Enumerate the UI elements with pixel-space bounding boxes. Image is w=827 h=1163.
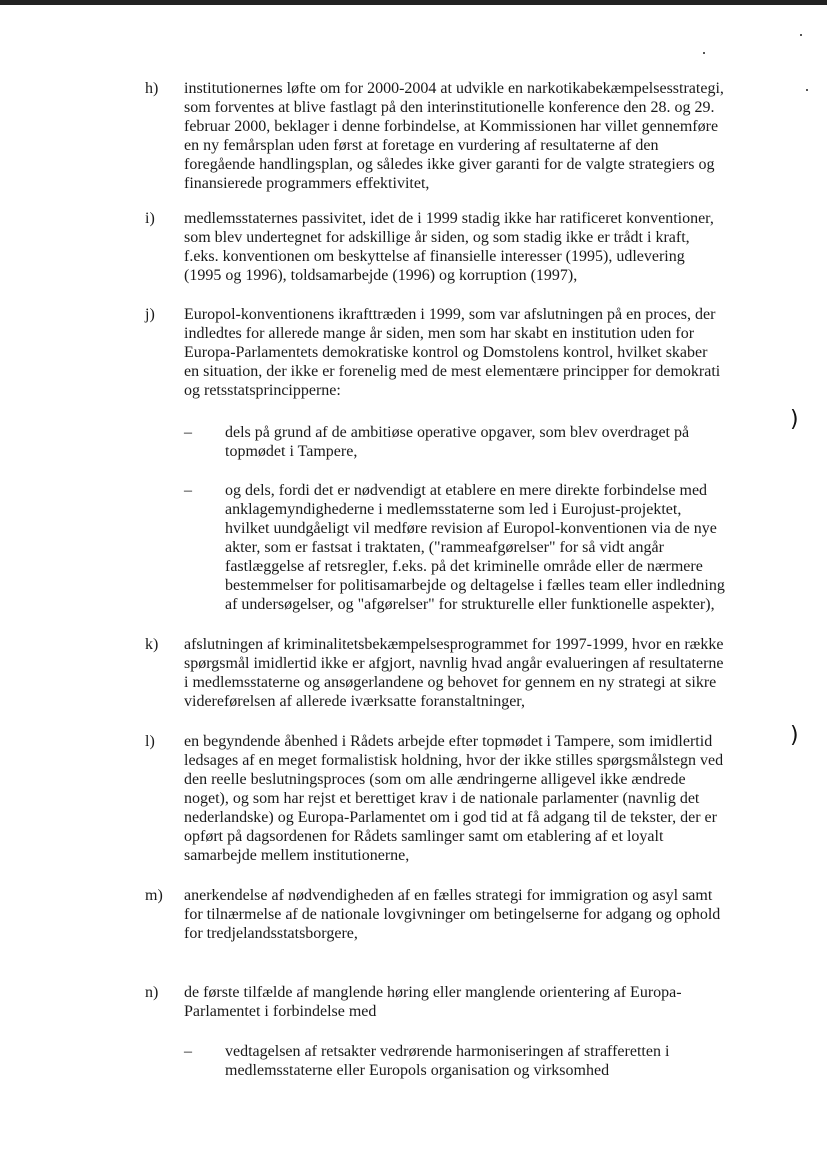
dash-bullet: – [184, 1043, 192, 1060]
sub-item-text: og dels, fordi det er nødvendigt at etablere en mere direkte forbindelse med anklagemyndighederne i medlemsstaterne som led i Eurojust-projektet, hvilket uundgåeligt vil medføre revision af Europol-konventionen via de nye akter, som er fastsat i traktaten, ("rammeafgørelser" for så vidt angår fastlæggelse af retsregler, f.eks. på det kriminelle område eller de nærmere bestemmelser for politisamarbejde og deltagelse i fælles team eller indledning af undersøgelser, og "afgørelser" for strukturelle eller funktionelle aspekter), [225, 482, 725, 613]
sub-item-text: dels på grund af de ambitiøse operative opgaver, som blev overdraget på topmødet i Tampere, [225, 424, 690, 460]
item-text: afslutningen af kriminalitetsbekæmpelsesprogrammet for 1997-1999, hvor en række spørgsmål imidlertid ikke er afgjort, navnlig hvad angår evalueringen af resultaterne i medlemsstaterne og ansøgerlandene og behovet for gennem en ny strategi at sikre videreførelsen af allerede iværksatte foranstaltninger, [184, 636, 724, 710]
item-letter: i) [145, 210, 155, 227]
item-letter: j) [145, 306, 155, 323]
scan-speck [806, 89, 808, 91]
item-text: medlemsstaternes passivitet, idet de i 1999 stadig ikke har ratificeret konventioner, som blev undertegnet for adskillige år siden, og som stadig ikke er trådt i kraft, f.eks. konventionen om beskyttelse af finansielle interesser (1995), udlevering (1995 og 1996), toldsamarbejde (1996) og korruption (1997), [184, 210, 714, 284]
dash-bullet: – [184, 482, 192, 499]
margin-mark: ) [790, 407, 799, 432]
dash-bullet: – [184, 424, 192, 441]
scan-speck [703, 52, 705, 54]
item-text: institutionernes løfte om for 2000-2004 at udvikle en narkotikabekæmpelsesstrategi, som forventes at blive fastlagt på den interinstitutionelle konference den 28. og 29. februar 2000, beklager i denne forbindelse, at Kommissionen har villet gennemføre en ny femårsplan uden først at foretage en vurdering af resultaterne af den foregående handlingsplan, og således ikke giver garanti for de valgte strategiers og finansierede programmers effektivitet, [184, 80, 724, 192]
margin-mark: ) [790, 723, 799, 748]
item-text: anerkendelse af nødvendigheden af en fælles strategi for immigration og asyl samt for tilnærmelse af de nationale lovgivninger om betingelserne for adgang og ophold for tredjelandsstatsborgere, [184, 887, 721, 942]
item-text: de første tilfælde af manglende høring eller manglende orientering af Europa- Parlamentet i forbindelse med [184, 984, 682, 1020]
item-letter: h) [145, 80, 159, 97]
sub-item-text: vedtagelsen af retsakter vedrørende harmoniseringen af strafferetten i medlemsstaterne eller Europols organisation og virksomhed [225, 1043, 670, 1079]
item-text: Europol-konventionens ikrafttræden i 1999, som var afslutningen på en proces, der indledtes for allerede mange år siden, men som har skabt en institution uden for Europa-Parlamentets demokratiske kontrol og Domstolens kontrol, hvilket skaber en situation, der ikke er forenelig med de mest elementære principper for demokrati og retsstatsprincipperne: [184, 306, 721, 399]
item-letter: m) [145, 887, 163, 904]
item-letter: k) [145, 636, 159, 653]
item-letter: l) [145, 733, 155, 750]
scan-speck [800, 34, 802, 36]
item-text: en begyndende åbenhed i Rådets arbejde efter topmødet i Tampere, som imidlertid ledsages af en meget formalistisk holdning, hvor der ikke stilles spørgsmålstegn ved den reelle beslutningsproces (som om alle ændringerne alligevel ikke ændrede noget), og som har rejst et berettiget krav i de nationale parlamenter (navnlig det nederlandske) og Europa-Parlamentet om i god tid at få adgang til de tekster, der er opført på dagsordenen for Rådets samlinger samt om etablering af et loyalt samarbejde mellem institutionerne, [184, 733, 724, 864]
item-letter: n) [145, 984, 159, 1001]
page-top-rule [0, 0, 827, 5]
